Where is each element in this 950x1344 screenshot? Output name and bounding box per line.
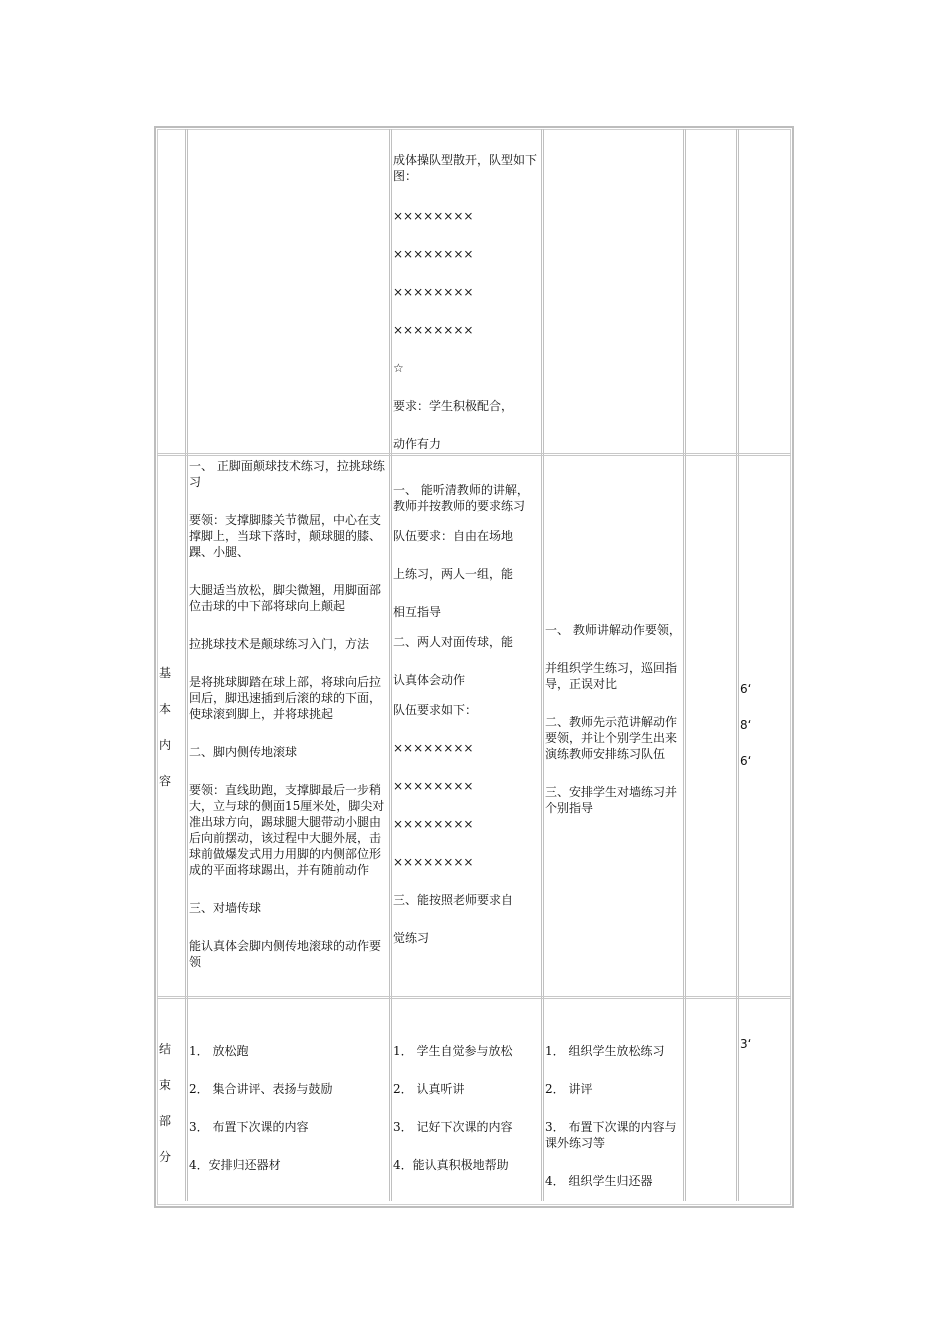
content-item: 能认真体会脚内侧传地滚球的动作要领	[189, 939, 382, 969]
teacher-item: 3． 布置下次课的内容与课外练习等	[545, 1120, 677, 1150]
student-item: 认真体会动作	[393, 673, 466, 687]
section-char: 容	[158, 774, 171, 788]
student-item: 三、能按照老师要求自	[393, 893, 514, 907]
student-item: 觉练习	[393, 931, 430, 945]
teacher-item: 1． 组织学生放松练习	[545, 1044, 665, 1058]
section-char: 基	[158, 666, 171, 680]
formation-line: ××××××××	[393, 741, 474, 755]
row2-time-cell	[740, 680, 751, 788]
formation-line: ××××××××	[393, 817, 474, 831]
column-divider	[683, 129, 686, 1201]
time-value: 3‘	[740, 1037, 752, 1051]
section-char: 部	[158, 1114, 171, 1128]
teacher-item: 二、教师先示范讲解动作要领，并让个别学生出来演练教师安排练习队伍	[545, 715, 678, 761]
content-item: 三、对墙传球	[189, 901, 262, 915]
content-item: 4．安排归还器材	[189, 1158, 281, 1172]
teacher-item: 一、 教师讲解动作要领，	[545, 623, 681, 637]
content-item: 拉挑球技术是颠球练习入门，方法	[189, 637, 370, 651]
formation-line: ××××××××	[393, 209, 474, 223]
content-item: 2． 集合讲评、表扬与鼓励	[189, 1082, 333, 1096]
section-label-ending	[155, 1040, 175, 1184]
time-value: 8‘	[740, 718, 752, 732]
row3-student-cell	[393, 1043, 540, 1173]
section-char: 分	[158, 1150, 171, 1164]
student-item: 4．能认真积极地帮助	[393, 1158, 509, 1172]
content-item: 是将挑球脚踏在球上部，将球向后拉回后，脚迅速插到后滚的球的下面，使球滚到脚上，并将球挑起	[189, 675, 382, 721]
row2-teacher-cell	[545, 622, 683, 816]
teacher-star-icon: ☆	[393, 361, 404, 375]
section-char: 结	[158, 1042, 171, 1056]
student-item: 队伍要求如下：	[393, 703, 478, 717]
column-divider	[541, 129, 544, 1201]
teacher-item: 4． 组织学生归还器	[545, 1174, 653, 1188]
formation-line: ××××××××	[393, 855, 474, 869]
section-char: 内	[158, 738, 171, 752]
formation-line: ××××××××	[393, 779, 474, 793]
content-item: 要领：直线助跑，支撑脚最后一步稍大，立与球的侧面15厘米处，脚尖对准出球方向，踢球腿大腿带动小腿由后向前摆动，该过程中大腿外展，击球前做爆发式用力用脚的内侧部位形成的平面将球踢出，并有随前动作	[189, 783, 385, 877]
section-char: 本	[158, 702, 171, 716]
student-item: 上练习，两人一组，能	[393, 567, 514, 581]
column-divider	[185, 129, 188, 1201]
student-item: 一、 能听清教师的讲解，教师并按教师的要求练习	[393, 483, 529, 513]
content-item: 一、 正脚面颠球技术练习，拉挑球练习	[189, 459, 385, 489]
org-text: 成体操队型散开，队型如下图：	[393, 153, 538, 183]
student-item: 队伍要求：自由在场地	[393, 529, 514, 543]
content-item: 1． 放松跑	[189, 1044, 249, 1058]
formation-line: ××××××××	[393, 247, 474, 261]
content-item: 要领：支撑脚膝关节微屈，中心在支撑脚上，当球下落时，颠球腿的膝、踝、小腿、	[189, 513, 382, 559]
content-item: 二、脚内侧传地滚球	[189, 745, 298, 759]
student-item: 1． 学生自觉参与放松	[393, 1044, 513, 1058]
time-value: 6‘	[740, 682, 752, 696]
teacher-item: 并组织学生练习，巡回指导，正误对比	[545, 661, 678, 691]
row3-content-cell	[189, 1043, 389, 1173]
teacher-item: 三、安排学生对墙练习并个别指导	[545, 785, 678, 815]
student-item: 相互指导	[393, 605, 442, 619]
student-item: 2． 认真听讲	[393, 1082, 465, 1096]
column-divider	[389, 129, 392, 1201]
row2-student-cell	[393, 482, 540, 946]
time-value: 6‘	[740, 754, 752, 768]
formation-line: ××××××××	[393, 323, 474, 337]
student-item: 3． 记好下次课的内容	[393, 1120, 513, 1134]
teacher-item: 2． 讲评	[545, 1082, 593, 1096]
row1-organization-cell	[393, 152, 539, 452]
requirement-text: 动作有力	[393, 437, 442, 451]
row-divider	[157, 996, 791, 999]
row-divider	[157, 453, 791, 456]
row3-teacher-cell	[545, 1043, 683, 1201]
formation-line: ××××××××	[393, 285, 474, 299]
content-item: 大腿适当放松，脚尖微翘，用脚面部位击球的中下部将球向上颠起	[189, 583, 382, 613]
content-item: 3． 布置下次课的内容	[189, 1120, 309, 1134]
row3-time-cell	[740, 1035, 751, 1071]
section-char: 束	[158, 1078, 171, 1092]
column-divider	[736, 129, 739, 1201]
requirement-text: 要求：学生积极配合，	[393, 399, 514, 413]
student-item: 二、两人对面传球，能	[393, 635, 514, 649]
section-label-basic	[155, 664, 175, 808]
row2-content-cell	[189, 458, 389, 970]
